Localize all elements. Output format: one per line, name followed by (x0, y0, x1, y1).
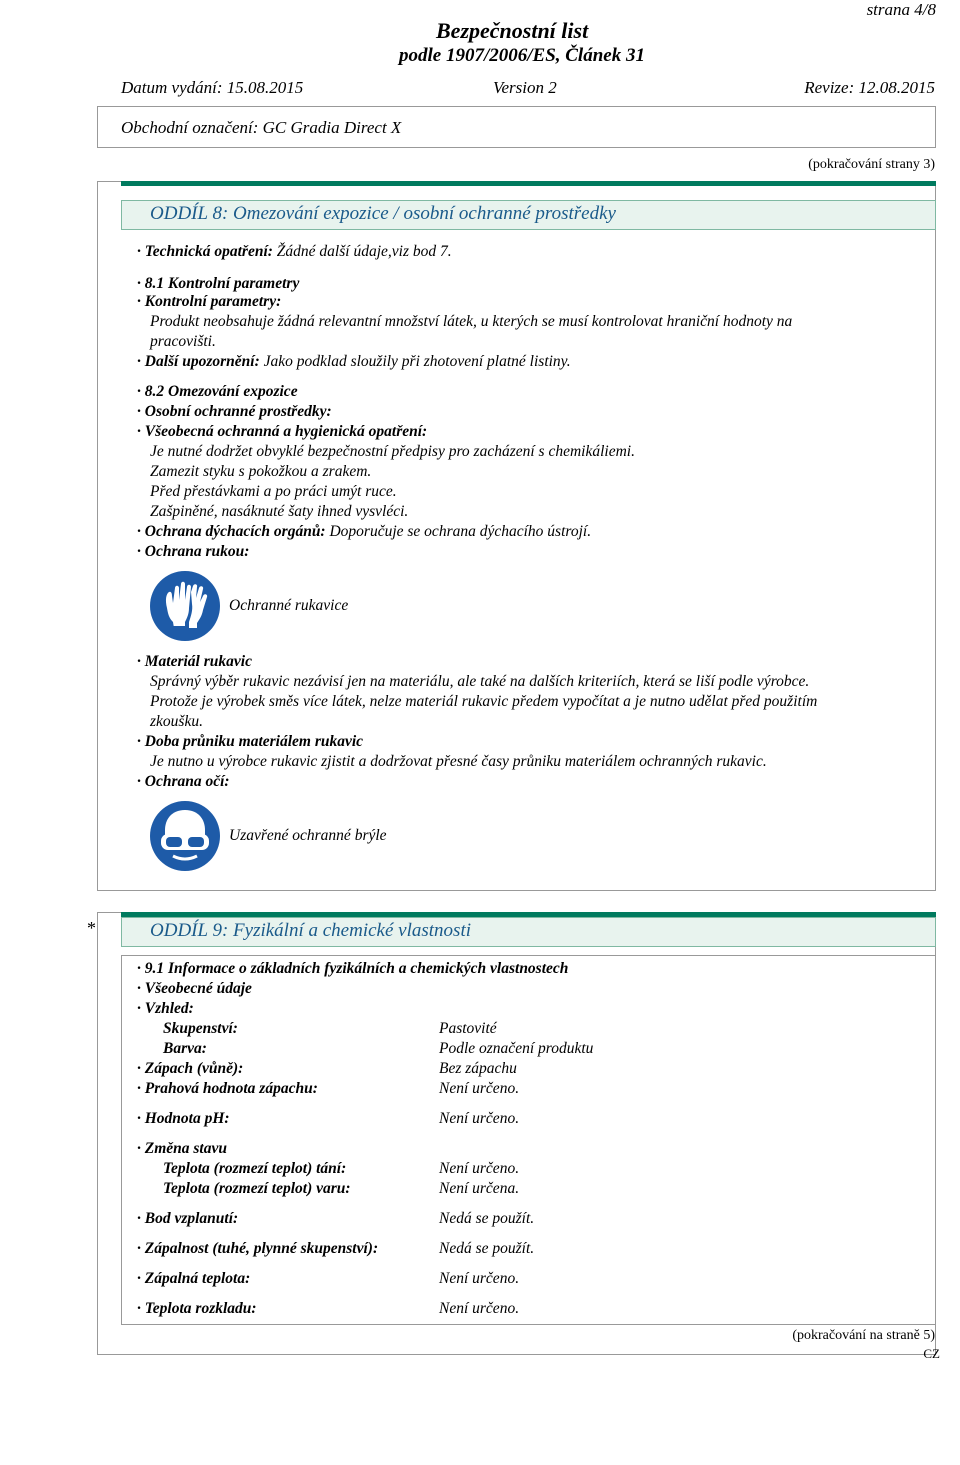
technical-measures: · Technická opatření: Žádné další údaje,viz bod 7. (137, 243, 452, 260)
control-params-text: Produkt neobsahuje žádná relevantní množství látek, u kterých se musí kontrolovat hraniční hodnoty na (150, 313, 793, 330)
version: Version 2 (493, 78, 557, 97)
goggles-caption: Uzavřené ochranné brýle (229, 827, 387, 844)
property-label: · Zápalnost (tuhé, plynné skupenství): (137, 1240, 379, 1257)
property-value: Nedá se použít. (439, 1240, 535, 1257)
breakthrough-label: · Doba průniku materiálem rukavic (137, 733, 364, 750)
glove-material-line: Správný výběr rukavic nezávisí jen na materiálu, ale také na dalších kriteriích, která se liší podle výrobce. (150, 673, 810, 690)
property-label: Skupenství: (163, 1020, 238, 1037)
property-value: Není určeno. (439, 1080, 520, 1097)
issue-date: Datum vydání: 15.08.2015 (121, 78, 304, 97)
goggles-icon (149, 800, 221, 872)
property-value: Nedá se použít. (439, 1210, 535, 1227)
respiratory-protection: · Ochrana dýchacích orgánů: Doporučuje se ochrana dýchacího ústrojí. (137, 523, 592, 540)
property-value: Není určeno. (439, 1270, 520, 1287)
revision-date: Revize: 12.08.2015 (804, 78, 935, 97)
change-marker: * (87, 918, 96, 938)
trade-name: Obchodní označení: GC Gradia Direct X (121, 118, 402, 137)
control-params-label: · Kontrolní parametry: (137, 293, 282, 310)
section8-bar (121, 181, 936, 186)
property-value: Není určena. (439, 1180, 520, 1197)
eye-protection-label: · Ochrana očí: (137, 773, 230, 790)
page-number: strana 4/8 (866, 0, 936, 19)
language-code: CZ (923, 1346, 940, 1361)
section8-heading-band (121, 200, 936, 230)
section9-heading: ODDÍL 9: Fyzikální a chemické vlastnosti (150, 920, 471, 941)
glove-material-line: zkoušku. (150, 713, 203, 730)
general-measure-line: Zašpiněné, nasáknuté šaty ihned vysvléci. (150, 503, 409, 520)
property-label: · Změna stavu (137, 1140, 227, 1157)
document-subtitle: podle 1907/2006/ES, Článek 31 (399, 45, 645, 66)
continued-to: (pokračování na straně 5) (792, 1328, 935, 1343)
property-label: · Zápalná teplota: (137, 1270, 251, 1287)
ppe-label: · Osobní ochranné prostředky: (137, 403, 332, 420)
property-value: Bez zápachu (439, 1060, 517, 1077)
property-label: Teplota (rozmezí teplot) tání: (163, 1160, 347, 1177)
hand-protection-label: · Ochrana rukou: (137, 543, 250, 560)
glove-material-line: Protože je výrobek směs více látek, nelze materiál rukavic předem vypočítat a je nutno udělat před použitím (150, 693, 818, 710)
further-info: · Další upozornění: Jako podklad sloužily při zhotovení platné listiny. (137, 353, 571, 370)
property-label: Barva: (163, 1040, 207, 1057)
continued-from: (pokračování strany 3) (808, 157, 935, 172)
control-params-text-2: pracovišti. (150, 333, 216, 350)
property-label: · Hodnota pH: (137, 1110, 230, 1127)
property-value: Není určeno. (439, 1300, 520, 1317)
property-value: Pastovité (439, 1020, 497, 1037)
section-9-1: · 9.1 Informace o základních fyzikálních a chemických vlastnostech (137, 960, 569, 977)
general-measure-line: Před přestávkami a po práci umýt ruce. (150, 483, 397, 500)
property-label: · Bod vzplanutí: (137, 1210, 239, 1227)
document-title: Bezpečnostní list (436, 18, 589, 43)
section8-heading: ODDÍL 8: Omezování expozice / osobní ochranné prostředky (150, 203, 616, 224)
property-label: Teplota (rozmezí teplot) varu: (163, 1180, 351, 1197)
property-value: Není určeno. (439, 1110, 520, 1127)
section-8-1: · 8.1 Kontrolní parametry (137, 275, 300, 292)
glove-material-label: · Materiál rukavic (137, 653, 252, 670)
breakthrough-text: Je nutno u výrobce rukavic zjistit a dodržovat přesné časy průniku materiálem ochranných rukavic. (150, 753, 767, 770)
property-label: · Zápach (vůně): (137, 1060, 244, 1077)
property-label: · Teplota rozkladu: (137, 1300, 257, 1317)
general-measure-line: Je nutné dodržet obvyklé bezpečnostní předpisy pro zacházení s chemikáliemi. (150, 443, 635, 460)
general-measure-line: Zamezit styku s pokožkou a zrakem. (150, 463, 372, 480)
property-label: · Prahová hodnota zápachu: (137, 1080, 318, 1097)
gloves-icon (149, 570, 221, 642)
appearance-label: · Vzhled: (137, 1000, 194, 1017)
gloves-caption: Ochranné rukavice (229, 597, 349, 614)
section-8-2: · 8.2 Omezování expozice (137, 383, 298, 400)
property-value: Podle označení produktu (439, 1040, 594, 1057)
general-measures-label: · Všeobecná ochranná a hygienická opatření: (137, 423, 428, 440)
property-value: Není určeno. (439, 1160, 520, 1177)
section9-heading-band (121, 917, 936, 947)
general-info: · Všeobecné údaje (137, 980, 252, 997)
